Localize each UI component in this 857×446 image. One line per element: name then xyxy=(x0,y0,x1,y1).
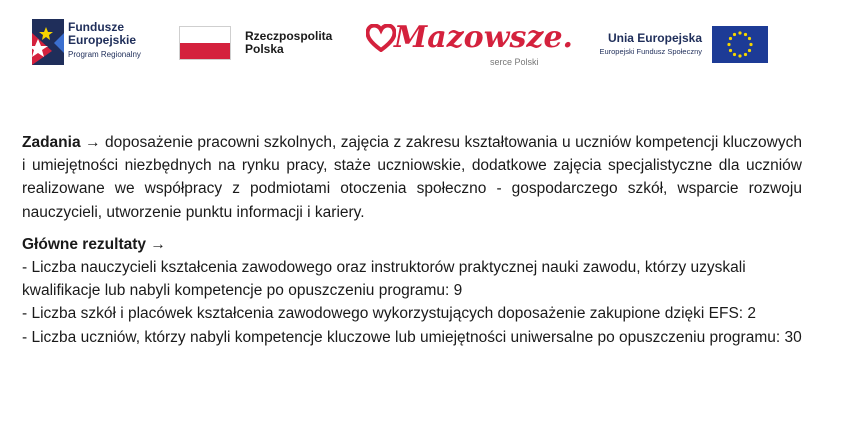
mazowsze-tagline: serce Polski xyxy=(490,57,539,67)
result-item: - Liczba uczniów, którzy nabyli kompetencje kluczowe lub umiejętności uniwersalne po opuszczeniu programu: 30 xyxy=(22,328,802,346)
ue-line1: Unia Europejska xyxy=(607,31,702,45)
fe-star-icon xyxy=(32,19,64,65)
mazowsze-wordmark: Mazowsze. xyxy=(394,20,573,55)
logo-bar xyxy=(0,0,857,90)
tasks-paragraph xyxy=(22,131,802,224)
fundusze-europejskie-logo xyxy=(32,19,162,69)
fe-line2: Europejskie xyxy=(68,33,137,47)
rp-line1: Rzeczpospolita xyxy=(245,29,333,43)
results-title: Główne rezultaty → xyxy=(22,235,166,253)
fe-line1: Fundusze xyxy=(68,20,124,34)
ue-line2: Europejski Fundusz Społeczny xyxy=(599,47,702,56)
tasks-label: Zadania xyxy=(22,134,81,151)
arrow-icon: → xyxy=(85,134,101,151)
results-section xyxy=(22,233,802,349)
eu-flag-icon xyxy=(712,26,768,63)
project-description xyxy=(22,131,802,349)
rzeczpospolita-polska-logo xyxy=(179,25,339,65)
result-item: - Liczba szkół i placówek kształcenia zawodowego wykorzystujących doposażenie zakupione dzięki EFS: 2 xyxy=(22,305,757,323)
heart-icon xyxy=(366,24,396,52)
fe-line3: Program Regionalny xyxy=(68,50,141,59)
rp-line2: Polska xyxy=(245,42,284,56)
mazowsze-logo xyxy=(366,20,573,70)
result-item: - Liczba nauczycieli kształcenia zawodowego oraz instruktorów praktycznej nauki zawodu, którzy uzyskali kwalifikacje lub nabyli kompetencje po opuszczeniu programu: 9 xyxy=(22,259,746,300)
tasks-text: doposażenie pracowni szkolnych, zajęcia z zakresu kształtowania u uczniów kompetencji kluczowych i umiejętności niezbędnych na rynku pracy, staże uczniowskie, dodatkowe zajęcia specjalistyczne dla uczniów realizowane we współpracy z podmiotami otoczenia społeczno - gospodarczego szkół, wsparcie rozwoju nauczycieli, utworzenie punktu informacji i kariery. xyxy=(22,134,802,221)
polish-flag-icon xyxy=(179,26,231,60)
unia-europejska-logo xyxy=(588,25,768,65)
